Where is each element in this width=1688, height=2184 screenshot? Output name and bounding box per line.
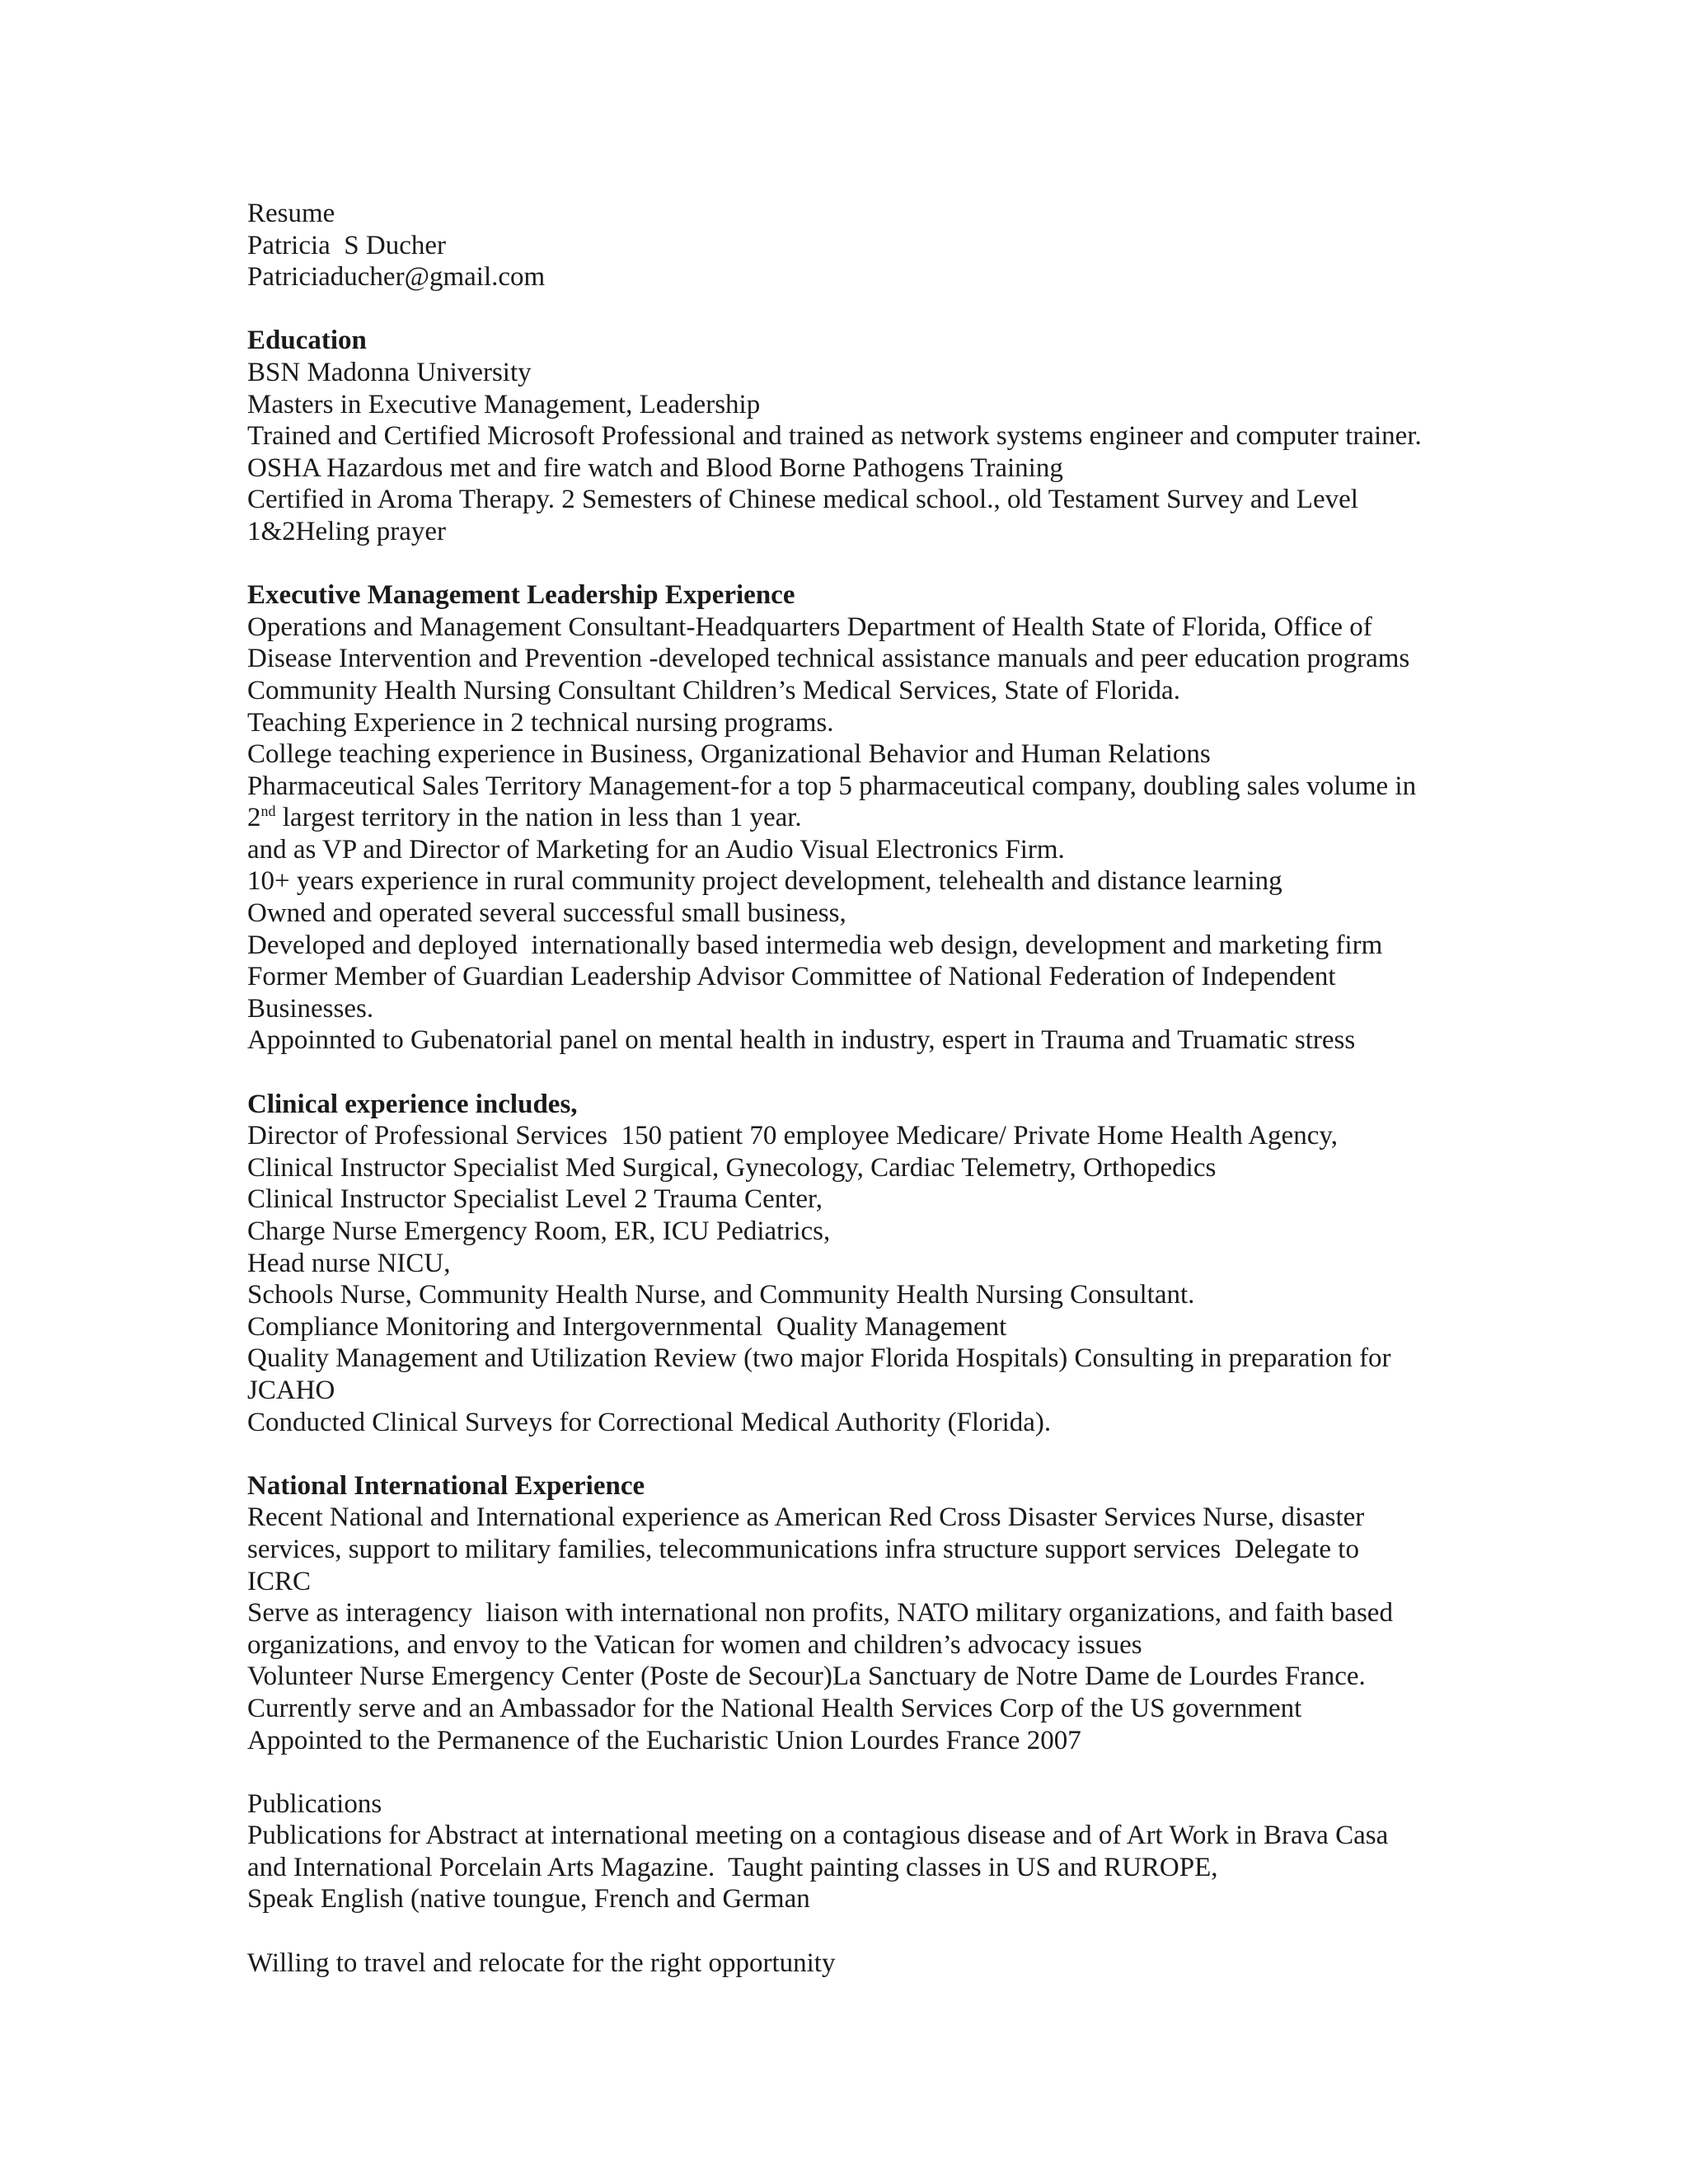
spacer bbox=[247, 1915, 1484, 1947]
executive-line: Developed and deployed internationally based intermedia web design, development and marketing firm bbox=[247, 930, 1383, 960]
executive-line-ordinal bbox=[247, 802, 1484, 834]
ordinal-number: 2 bbox=[247, 803, 261, 833]
clinical-line: Quality Management and Utilization Review (two major Florida Hospitals) Consulting in preparation for bbox=[247, 1343, 1391, 1374]
spacer bbox=[247, 548, 1484, 580]
ordinal-superscript: nd bbox=[260, 803, 276, 820]
section-heading-publications: Publications bbox=[247, 1788, 382, 1819]
education-line: Trained and Certified Microsoft Professional and trained as network systems engineer and computer trainer. bbox=[247, 421, 1422, 452]
spacer bbox=[247, 1057, 1484, 1089]
clinical-line: JCAHO bbox=[247, 1375, 335, 1405]
international-line: Volunteer Nurse Emergency Center (Poste de Secour)La Sanctuary de Notre Dame de Lourdes France. bbox=[247, 1661, 1366, 1692]
applicant-email: Patriciaducher@gmail.com bbox=[247, 262, 546, 293]
spacer bbox=[247, 293, 1484, 326]
ordinal-rest: largest territory in the nation in less than 1 year. bbox=[275, 803, 802, 833]
education-line: Masters in Executive Management, Leadership bbox=[247, 389, 761, 419]
international-line: Serve as interagency liaison with international non profits, NATO military organizations, and faith based bbox=[247, 1598, 1393, 1629]
closing-statement: Willing to travel and relocate for the right opportunity bbox=[247, 1947, 836, 1978]
clinical-line: Compliance Monitoring and Intergovernmental Quality Management bbox=[247, 1311, 1007, 1342]
section-heading-education: Education bbox=[247, 326, 367, 356]
section-heading-executive: Executive Management Leadership Experience bbox=[247, 580, 795, 611]
executive-line: Owned and operated several successful small business, bbox=[247, 898, 846, 929]
executive-line: Disease Intervention and Prevention -developed technical assistance manuals and peer education programs bbox=[247, 644, 1410, 674]
international-line: ICRC bbox=[247, 1566, 312, 1596]
spacer bbox=[247, 1756, 1484, 1788]
document-label: Resume bbox=[247, 199, 335, 228]
executive-line: 10+ years experience in rural community project development, telehealth and distance learning bbox=[247, 866, 1282, 897]
education-line: 1&2Heling prayer bbox=[247, 516, 447, 546]
international-line: services, support to military families, telecommunications infra structure support services Delegate to bbox=[247, 1534, 1359, 1564]
international-line: organizations, and envoy to the Vatican for women and children’s advocacy issues bbox=[247, 1629, 1142, 1660]
executive-line: and as VP and Director of Marketing for an Audio Visual Electronics Firm. bbox=[247, 834, 1065, 865]
clinical-line: Schools Nurse, Community Health Nurse, and Community Health Nursing Consultant. bbox=[247, 1280, 1195, 1310]
clinical-line: Clinical Instructor Specialist Med Surgical, Gynecology, Cardiac Telemetry, Orthopedics bbox=[247, 1152, 1217, 1183]
executive-line: Pharmaceutical Sales Territory Management-for a top 5 pharmaceutical company, doubling sales volume in bbox=[247, 771, 1417, 801]
clinical-line: Head nurse NICU, bbox=[247, 1248, 451, 1278]
international-line: Currently serve and an Ambassador for the National Health Services Corp of the US government bbox=[247, 1693, 1302, 1723]
publications-line: and International Porcelain Arts Magazine. Taught painting classes in US and RUROPE, bbox=[247, 1852, 1218, 1882]
executive-line: Operations and Management Consultant-Headquarters Department of Health State of Florida, Office of bbox=[247, 612, 1372, 642]
section-heading-international: National International Experience bbox=[247, 1470, 645, 1501]
executive-line: Community Health Nursing Consultant Children’s Medical Services, State of Florida. bbox=[247, 675, 1180, 705]
executive-line: Businesses. bbox=[247, 993, 374, 1024]
spacer bbox=[247, 1438, 1484, 1470]
executive-line: Teaching Experience in 2 technical nursing programs. bbox=[247, 707, 834, 738]
publications-line: Speak English (native toungue, French and German bbox=[247, 1884, 810, 1915]
applicant-name: Patricia S Ducher bbox=[247, 230, 447, 260]
international-line: Appointed to the Permanence of the Eucharistic Union Lourdes France 2007 bbox=[247, 1725, 1081, 1755]
executive-line: Appoinnted to Gubenatorial panel on mental health in industry, espert in Trauma and Truamatic stress bbox=[247, 1025, 1356, 1056]
education-line: OSHA Hazardous met and fire watch and Blood Borne Pathogens Training bbox=[247, 452, 1063, 483]
clinical-line: Charge Nurse Emergency Room, ER, ICU Pediatrics, bbox=[247, 1216, 831, 1246]
executive-line: Former Member of Guardian Leadership Advisor Committee of National Federation of Independent bbox=[247, 962, 1336, 992]
clinical-line: Conducted Clinical Surveys for Correctional Medical Authority (Florida). bbox=[247, 1407, 1052, 1437]
clinical-line: Director of Professional Services 150 patient 70 employee Medicare/ Private Home Health Agency, bbox=[247, 1121, 1338, 1151]
clinical-line: Clinical Instructor Specialist Level 2 Trauma Center, bbox=[247, 1184, 823, 1215]
education-line: Certified in Aroma Therapy. 2 Semesters of Chinese medical school., old Testament Survey and Level bbox=[247, 485, 1358, 515]
section-heading-clinical: Clinical experience includes, bbox=[247, 1089, 578, 1119]
international-line: Recent National and International experience as American Red Cross Disaster Services Nurse, disaster bbox=[247, 1502, 1365, 1533]
resume-body bbox=[247, 198, 1484, 1979]
executive-line: College teaching experience in Business, Organizational Behavior and Human Relations bbox=[247, 739, 1211, 770]
education-line: BSN Madonna University bbox=[247, 357, 532, 387]
publications-line: Publications for Abstract at international meeting on a contagious disease and of Art Work in Brava Casa bbox=[247, 1821, 1389, 1851]
